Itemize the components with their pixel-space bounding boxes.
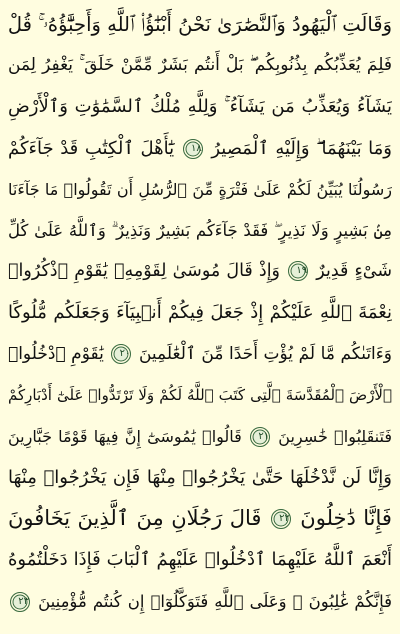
verse-text: يَٰٓأَهْلَ ٱلْكِتَٰبِ قَدْ جَآءَكُمْ bbox=[8, 137, 175, 159]
verse-text: ٱلْأَرْضَ ٱلْمُقَدَّسَةَ ٱلَّتِى كَتَبَ ٱللَّهُ لَكُمْ وَلَا تَرْتَدُّوا۟ عَلَىٰٓ أَدْبَارِكُمْ bbox=[8, 385, 392, 404]
verse-line bbox=[8, 375, 392, 416]
verse-text: وَإِذْ قَالَ مُوسَىٰ لِقَوْمِهِۦ يَٰقَوْمِ ٱذْكُرُوا۟ bbox=[8, 261, 281, 282]
verse-line bbox=[8, 4, 392, 45]
verse-text: وَقَالَتِ ٱلْيَهُودُ وَٱلنَّصَٰرَىٰ نَحْنُ أَبْنَٰٓؤُا۟ ٱللَّهِ وَأَحِبَّٰٓؤُهُۥ ۚ قُلْ bbox=[8, 13, 392, 36]
verse-text: يَٰقَوْمِ ٱدْخُلُوا۟ bbox=[8, 343, 104, 364]
verse-line bbox=[8, 45, 392, 86]
verse-text: قَالُوا۟ يَٰمُوسَىٰٓ إِنَّ فِيهَا قَوْمًا جَبَّارِينَ bbox=[8, 426, 242, 446]
verse-lines bbox=[8, 4, 392, 622]
verse-line bbox=[8, 169, 392, 210]
ayah-number-marker: ٢٢ bbox=[271, 509, 291, 529]
ayah-number-marker: ٢٣ bbox=[10, 592, 30, 612]
verse-line bbox=[8, 210, 392, 251]
verse-text: وَمَا بَيْنَهُمَا ۖ وَإِلَيْهِ ٱلْمَصِيرُ bbox=[211, 137, 392, 159]
ayah-number-marker: ٢١ bbox=[250, 427, 270, 447]
verse-text: فَتَنقَلِبُوا۟ خَٰسِرِينَ bbox=[278, 426, 392, 446]
verse-text: رَسُولُنَا يُبَيِّنُ لَكُمْ عَلَىٰ فَتْرَةٍ مِّنَ ٱلرُّسُلِ أَن تَقُولُوا۟ مَا جَآءَنَا bbox=[8, 179, 392, 199]
ayah-number-marker: ١٨ bbox=[183, 139, 203, 159]
verse-line bbox=[8, 334, 392, 375]
verse-text: وَإِنَّا لَن نَّدْخُلَهَا حَتَّىٰ يَخْرُجُوا۟ مِنْهَا فَإِن يَخْرُجُوا۟ مِنْهَا bbox=[8, 467, 392, 489]
verse-text: فَإِنَّا دَٰخِلُونَ bbox=[300, 506, 392, 531]
verse-text: فَلِمَ يُعَذِّبُكُم بِذُنُوبِكُم ۖ بَلْ أَنتُم بَشَرٌ مِّمَّنْ خَلَقَ ۚ يَغْفِرُ لِمَن bbox=[8, 55, 392, 76]
verse-text: يَشَآءُ وَيُعَذِّبُ مَن يَشَآءُ ۚ وَلِلَّهِ مُلْكُ ٱلسَّمَٰوَٰتِ وَٱلْأَرْضِ bbox=[8, 96, 392, 118]
verse-line bbox=[8, 498, 392, 539]
verse-text: قَالَ رَجُلَانِ مِنَ ٱلَّذِينَ يَخَافُونَ bbox=[8, 506, 262, 531]
verse-line bbox=[8, 539, 392, 580]
verse-line bbox=[8, 128, 392, 169]
verse-line bbox=[8, 292, 392, 333]
ayah-number-marker: ٢٠ bbox=[111, 344, 131, 364]
ayah-number-marker: ١٩ bbox=[288, 261, 308, 281]
verse-line bbox=[8, 457, 392, 498]
verse-text: فَإِنَّكُمْ غَٰلِبُونَ ۚ وَعَلَى ٱللَّهِ فَتَوَكَّلُوٓا۟ إِن كُنتُم مُّؤْمِنِينَ bbox=[38, 591, 392, 611]
verse-text: مِنۢ بَشِيرٍ وَلَا نَذِيرٍ ۖ فَقَدْ جَآءَكُم بَشِيرٌ وَنَذِيرٌ ۗ وَٱللَّهُ عَلَىٰ كُلِّ bbox=[8, 220, 392, 240]
verse-line bbox=[8, 581, 392, 622]
verse-line bbox=[8, 416, 392, 457]
verse-text: شَىْءٍ قَدِيرٌ bbox=[316, 261, 392, 282]
verse-line bbox=[8, 86, 392, 127]
verse-line bbox=[8, 251, 392, 292]
verse-text: أَنْعَمَ ٱللَّهُ عَلَيْهِمَا ٱدْخُلُوا۟ عَلَيْهِمُ ٱلْبَابَ فَإِذَا دَخَلْتُمُوهُ bbox=[8, 549, 392, 571]
verse-text: نِعْمَةَ ٱللَّهِ عَلَيْكُمْ إِذْ جَعَلَ فِيكُمْ أَنۢبِيَآءَ وَجَعَلَكُم مُّلُوكًا bbox=[8, 302, 392, 324]
verse-text: وَءَاتَىٰكُم مَّا لَمْ يُؤْتِ أَحَدًا مِّنَ ٱلْعَٰلَمِينَ bbox=[138, 343, 392, 364]
